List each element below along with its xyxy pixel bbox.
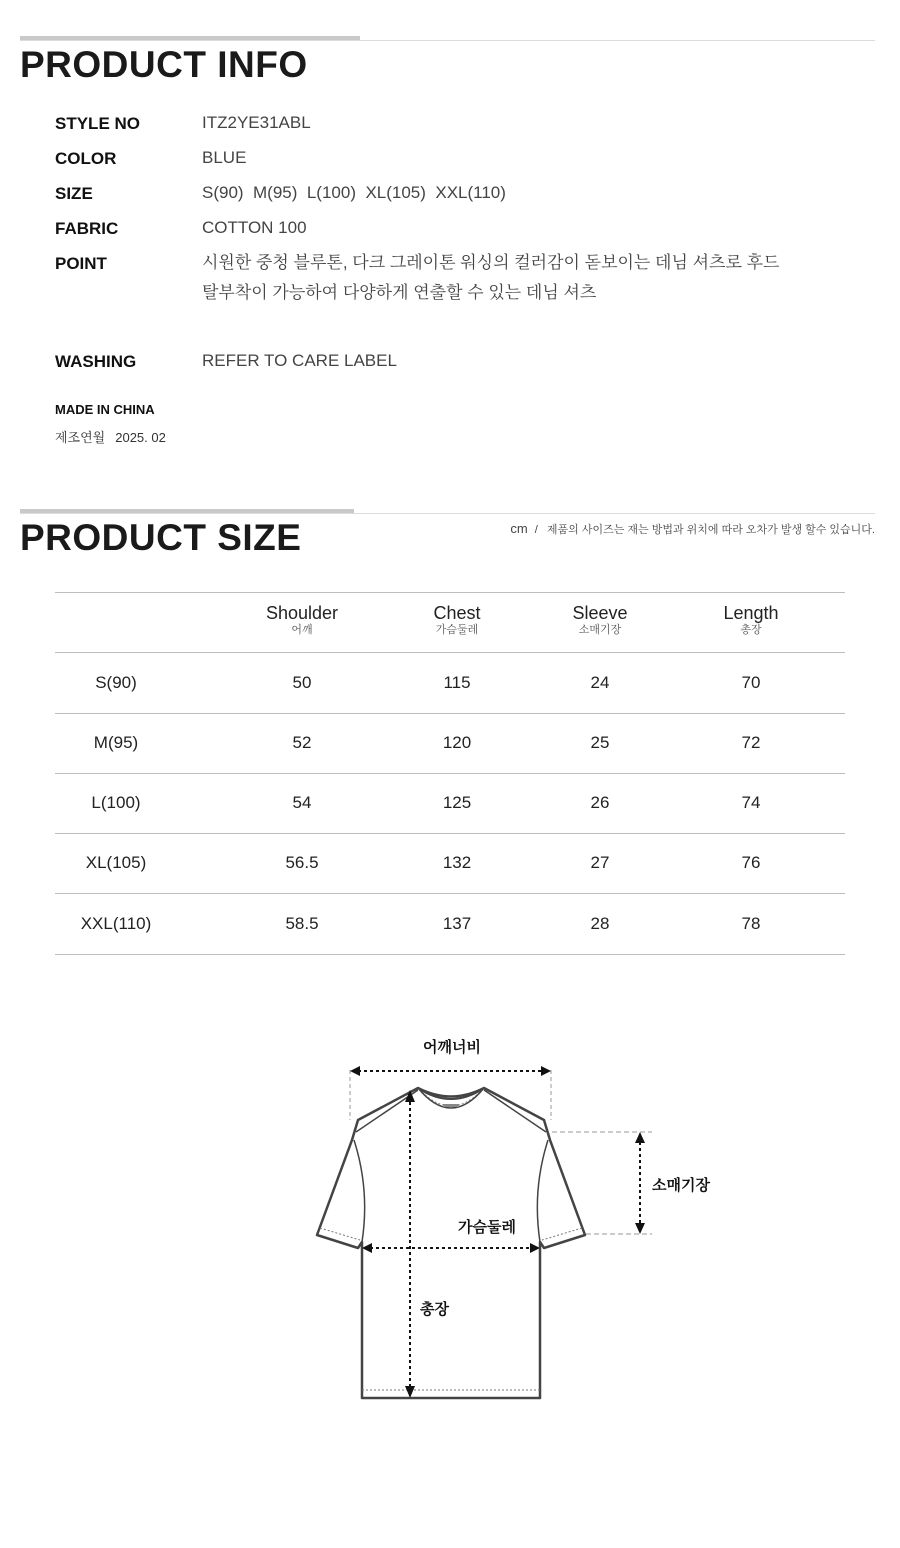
- size-label-cell: S(90): [95, 672, 137, 692]
- point-line-2: 탈부착이 가능하여 다양하게 연출할 수 있는 데님 셔츠: [202, 283, 597, 302]
- header-rule: [20, 40, 875, 41]
- column-header-ko: 어깨: [291, 624, 313, 636]
- manufacture-date: 2025. 02: [115, 430, 166, 445]
- info-key: POINT: [55, 254, 107, 273]
- info-key: FABRIC: [55, 219, 119, 238]
- size-value-cell: 137: [442, 913, 472, 933]
- size-value-cell: 70: [741, 672, 761, 692]
- info-key: WASHING: [55, 352, 137, 371]
- info-value: REFER TO CARE LABEL: [202, 351, 397, 370]
- size-value-cell: 26: [590, 793, 610, 812]
- size-value-cell: 28: [590, 913, 610, 933]
- shoulder-label: 어깨너비: [423, 1039, 481, 1056]
- info-value: ITZ2YE31ABL: [202, 113, 311, 132]
- note-separator: /: [534, 524, 538, 536]
- size-grid: [55, 592, 845, 955]
- size-value-cell: 54: [292, 793, 312, 812]
- column-header-en: Sleeve: [572, 603, 628, 623]
- size-value-cell: 74: [741, 793, 761, 812]
- size-label-cell: XXL(110): [80, 913, 152, 933]
- column-header-sleeve: [520, 603, 680, 637]
- size-label-cell: XL(105): [85, 853, 147, 872]
- size-value-cell: 58.5: [285, 913, 319, 933]
- length-label: 총장: [420, 1301, 449, 1318]
- info-value-point: [202, 248, 842, 308]
- column-header-ko: 가슴둘레: [435, 624, 479, 636]
- size-value-cell: 50: [292, 672, 312, 692]
- column-header-shoulder: [222, 603, 382, 637]
- column-header-en: Shoulder: [265, 603, 339, 623]
- table-rule: [55, 592, 845, 593]
- size-value-cell: 120: [442, 733, 472, 752]
- product-info-header: [20, 36, 875, 86]
- size-value-cell: 27: [590, 853, 610, 872]
- header-rule: [20, 513, 875, 514]
- unit-label: cm: [510, 521, 528, 536]
- info-value: S(90) M(95) L(100) XL(105) XXL(110): [202, 183, 506, 202]
- column-header-en: Chest: [433, 603, 481, 623]
- table-rule: [55, 954, 845, 955]
- product-info-title: PRODUCT INFO: [20, 44, 308, 85]
- manufacture-date-line: [55, 427, 166, 446]
- info-key: COLOR: [55, 149, 117, 168]
- tshirt-diagram: [300, 1030, 720, 1420]
- note-text: 제품의 사이즈는 재는 방법과 위치에 따라 오차가 발생 할수 있습니다.: [546, 524, 875, 536]
- column-header-length: [671, 603, 831, 637]
- size-value-cell: 52: [292, 733, 312, 752]
- manufacture-label: 제조연월: [55, 430, 106, 445]
- size-value-cell: 72: [741, 733, 761, 752]
- size-value-cell: 25: [590, 733, 610, 752]
- column-header-chest: [377, 603, 537, 637]
- info-key: SIZE: [55, 184, 93, 203]
- info-value: BLUE: [202, 148, 247, 167]
- size-note: [510, 521, 875, 537]
- made-in: MADE IN CHINA: [55, 402, 155, 417]
- info-key: STYLE NO: [55, 114, 141, 133]
- size-label-cell: L(100): [91, 793, 141, 812]
- size-value-cell: 132: [442, 853, 472, 872]
- product-size-title: PRODUCT SIZE: [20, 517, 302, 558]
- column-header-ko: 소매기장: [578, 624, 622, 636]
- size-value-cell: 115: [443, 672, 471, 692]
- sleeve-label: 소매기장: [652, 1177, 710, 1194]
- column-header-ko: 총장: [740, 624, 762, 636]
- size-value-cell: 24: [590, 672, 610, 692]
- size-value-cell: 76: [741, 853, 761, 872]
- chest-label: 가슴둘레: [458, 1219, 516, 1236]
- size-label-cell: M(95): [93, 733, 139, 752]
- size-value-cell: 78: [741, 913, 761, 933]
- point-line-1: 시원한 중청 블루톤, 다크 그레이톤 워싱의 컬러감이 돋보이는 데님 셔츠로 후드: [202, 253, 780, 272]
- column-header-en: Length: [723, 603, 779, 623]
- size-value-cell: 56.5: [285, 853, 319, 872]
- info-value: COTTON 100: [202, 218, 307, 237]
- size-value-cell: 125: [442, 793, 472, 812]
